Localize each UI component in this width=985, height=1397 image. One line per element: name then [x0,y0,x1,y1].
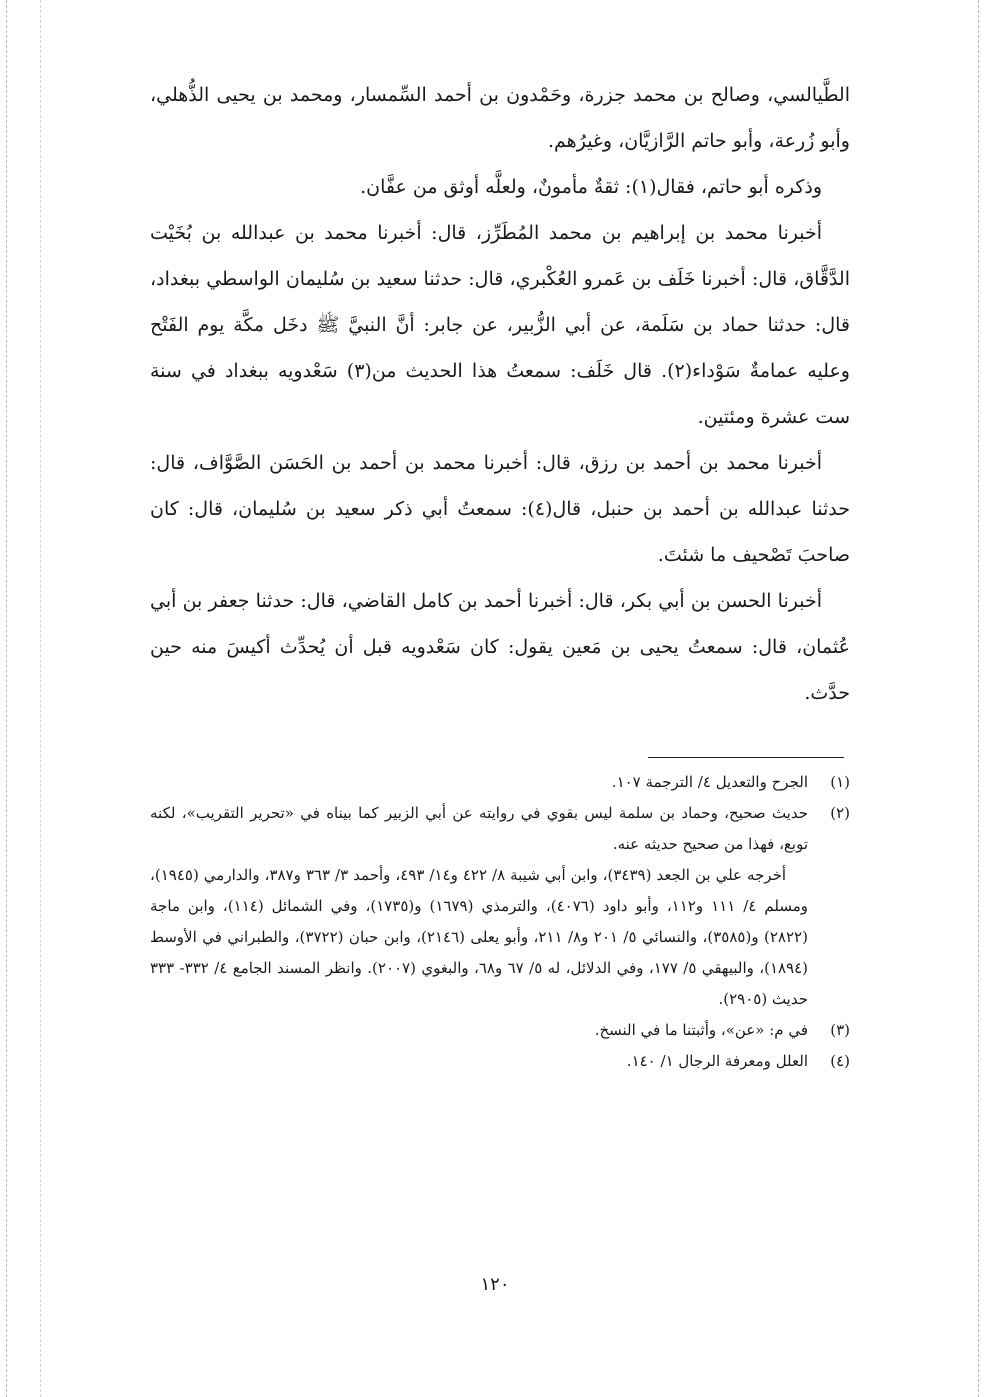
footnote-2 [150,798,850,1015]
footnote-1 [150,767,850,798]
footnote-number: (٣) [830,1021,850,1039]
footnote-body [150,767,808,798]
paragraph-4: أخبرنا محمد بن أحمد بن رزق، قال: أخبرنا محمد بن أحمد بن الحَسَن الصَّوَّاف، قال: حدثنا عبدالله بن أحمد بن حنبل، قال(٤): سمعتُ أبي ذكر سعيد بن سُليمان، قال: كان صاحبَ تَصْحيف ما شئتَ. [150,452,850,566]
footnotes [150,767,850,1077]
footnote-body [150,1015,808,1046]
scan-edge-right [978,0,979,1397]
footnote-line: في م: «عن»، وأثبتنا ما في النسخ. [594,1021,808,1039]
footnote-number: (٢) [830,804,850,822]
paragraph-2: وذكره أبو حاتم، فقال(١): ثقةٌ مأمونٌ، ولعلَّه أوثق من عفَّان. [360,176,822,198]
footnote-4 [150,1046,850,1077]
footnote-number: (٤) [830,1052,850,1070]
footnote-body [150,798,808,1015]
main-text [150,72,850,716]
paragraph-3: أخبرنا محمد بن إبراهيم بن محمد المُطَرِّز، قال: أخبرنا محمد بن عبدالله بن بُخَيْت الدَّقَّاق، قال: أخبرنا خَلَف بن عَمرو العُكْبري، قال: حدثنا سعيد بن سُليمان الواسطي ببغداد، قال: حدثنا حماد بن سَلَمة، عن أبي الزُّبير، عن جابر: أنَّ النبيَّ ﷺ دخَل مكَّة يوم الفَتْح وعليه عمامةٌ سَوْداء(٢). قال خَلَف: سمعتُ هذا الحديث من(٣) سَعْدويه ببغداد في سنة ست عشرة ومئتين. [150,222,850,428]
footnote-3 [150,1015,850,1046]
footnote-body [150,1046,808,1077]
footnote-number: (١) [830,773,850,791]
footnote-separator [648,757,844,758]
page-number: ١٢٠ [480,1274,510,1295]
footnote-line: أخرجه علي بن الجعد (٣٤٣٩)، وابن أبي شيبة ٨/ ٤٢٢ و١٤/ ٤٩٣، وأحمد ٣/ ٣٦٣ و٣٨٧، والدارمي (١٩٤٥)، ومسلم ٤/ ١١١ و١١٢، وأبو داود (٤٠٧٦)، والترمذي (١٦٧٩) و(١٧٣٥)، وفي الشمائل (١١٤)، وابن ماجة (٢٨٢٢) و(٣٥٨٥)، والنسائي ٥/ ٢٠١ و٨/ ٢١١، وأبو يعلى (٢١٤٦)، وابن حبان (٣٧٢٢)، والطبراني في الأوسط (١٨٩٤)، والبيهقي ٥/ ١٧٧، وفي الدلائل، له ٥/ ٦٧ و٦٨، والبغوي (٢٠٠٧). وانظر المسند الجامع ٤/ ٣٣٢- ٣٣٣ حديث (٢٩٠٥). [150,866,809,1008]
scan-edge-left [6,0,7,1397]
scan-edge-left-inner [40,0,41,1397]
paragraph-1: الطَّيالسي، وصالح بن محمد جزرة، وحَمْدون بن أحمد السِّمسار، ومحمد بن يحيى الذُّهلي، وأبو زُرعة، وأبو حاتم الرَّازيَّان، وغيرُهم. [150,84,850,152]
footnote-line: حديث صحيح، وحماد بن سلمة ليس بقوي في روايته عن أبي الزبير كما بيناه في «تحرير التقريب»، لكنه توبع، فهذا من صحيح حديثه عنه. [150,804,808,853]
paragraph-5: أخبرنا الحسن بن أبي بكر، قال: أخبرنا أحمد بن كامل القاضي، قال: حدثنا جعفر بن أبي عُثمان، قال: سمعتُ يحيى بن مَعين يقول: كان سَعْدويه قبل أن يُحدِّث أكيسَ منه حين حدَّث. [150,590,850,704]
footnote-line: العلل ومعرفة الرجال ١/ ١٤٠. [626,1052,808,1070]
footnote-line: الجرح والتعديل ٤/ الترجمة ١٠٧. [611,773,808,791]
